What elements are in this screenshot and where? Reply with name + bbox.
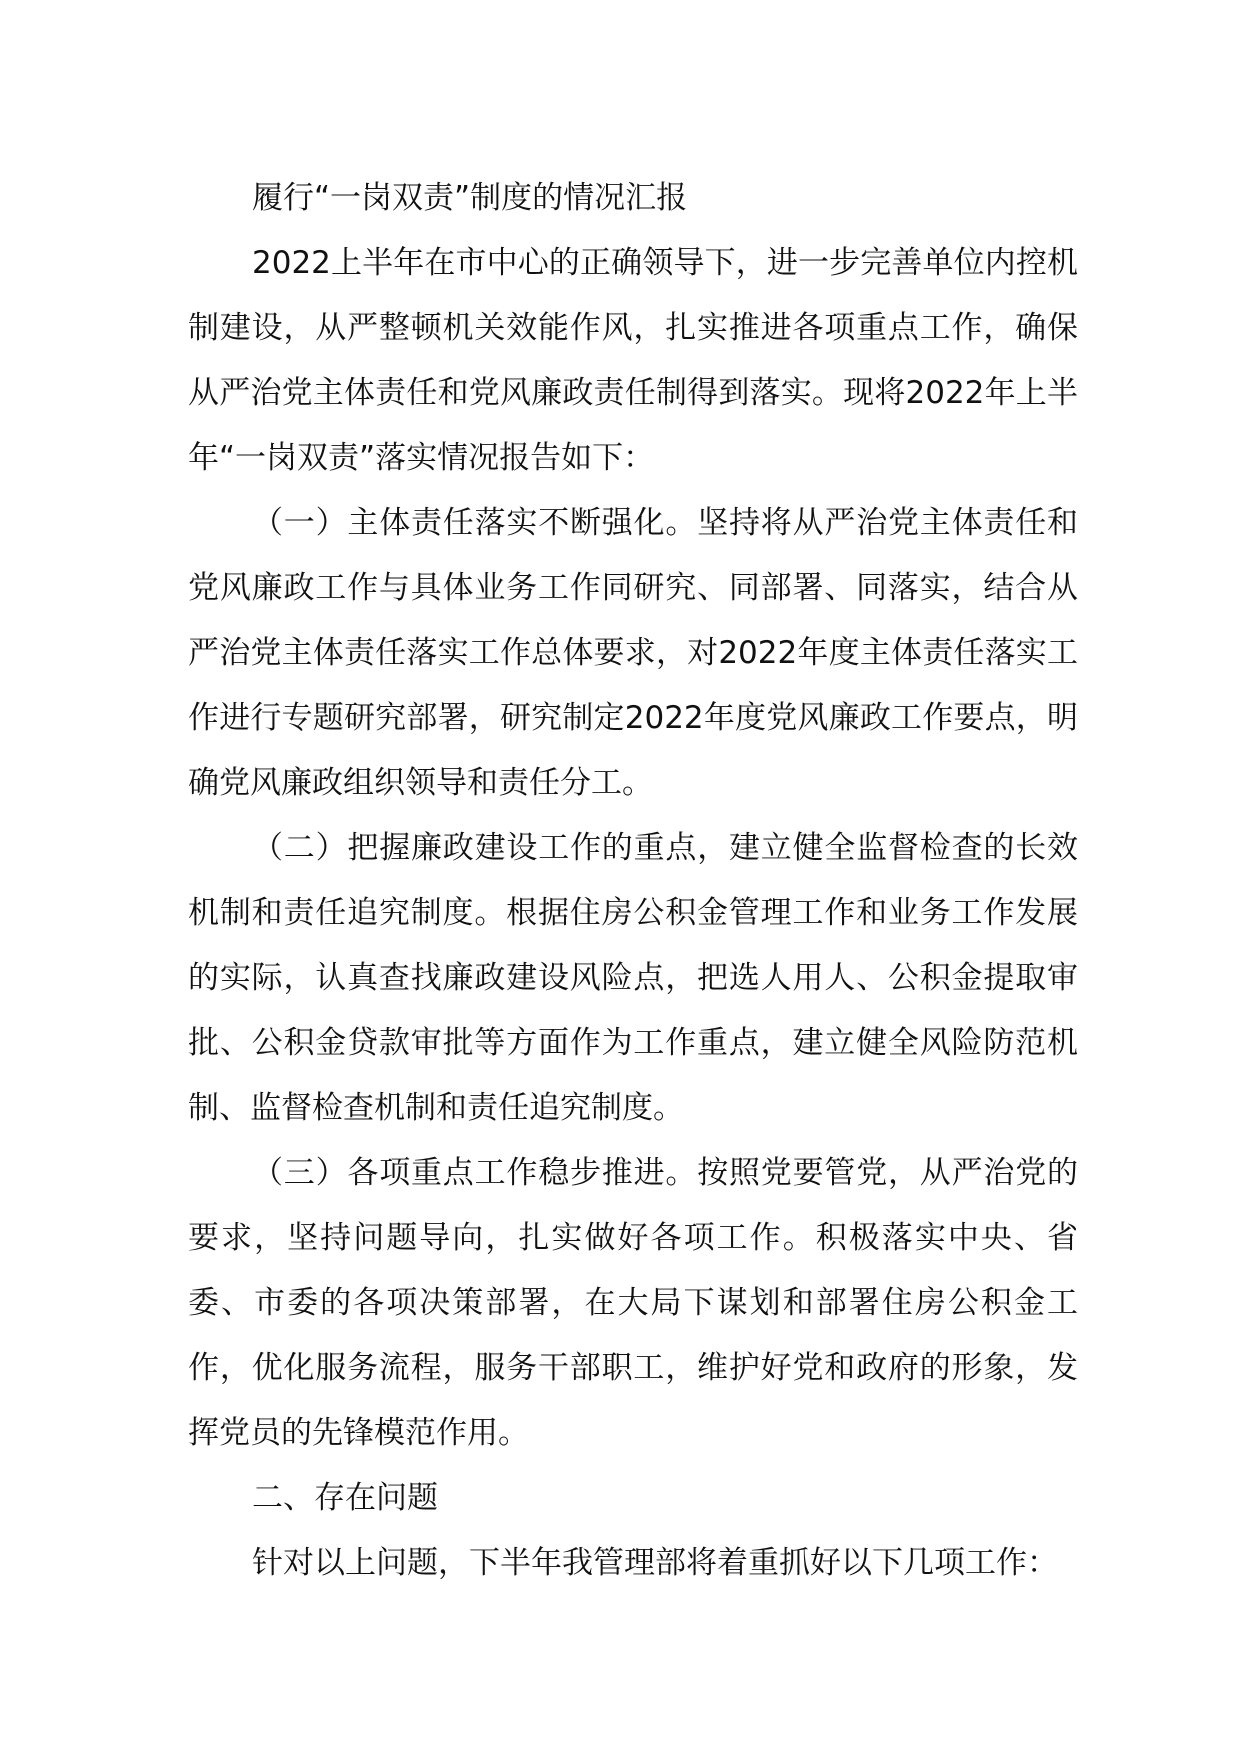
paragraph-next-steps: 针对以上问题，下半年我管理部将着重抓好以下几项工作： bbox=[252, 1545, 1058, 1581]
paragraph-section-1: （一）主体责任落实不断强化。坚持将从严治党主体责任和党风廉政工作与具体业务工作同研究、同部署、同落实，结合从严治党主体责任落实工作总体要求，对2022年度主体责任落实工作进行专题研究部署，研究制定2022年度党风廉政工作要点，明确党风廉政组织领导和责任分工。 bbox=[188, 505, 1078, 801]
paragraph-intro: 2022上半年在市中心的正确领导下，进一步完善单位内控机制建设，从严整顿机关效能作风，扎实推进各项重点工作，确保从严治党主体责任和党风廉政责任制得到落实。现将2022年上半年“一岗双责”落实情况报告如下： bbox=[188, 245, 1078, 476]
paragraph-section-2: （二）把握廉政建设工作的重点，建立健全监督检查的长效机制和责任追究制度。根据住房公积金管理工作和业务工作发展的实际，认真查找廉政建设风险点，把选人用人、公积金提取审批、公积金贷款审批等方面作为工作重点，建立健全风险防范机制、监督检查机制和责任追究制度。 bbox=[188, 830, 1078, 1126]
heading-existing-problems: 二、存在问题 bbox=[252, 1480, 438, 1516]
paragraph-section-3: （三）各项重点工作稳步推进。按照党要管党，从严治党的要求，坚持问题导向，扎实做好各项工作。积极落实中央、省委、市委的各项决策部署，在大局下谋划和部署住房公积金工作，优化服务流程，服务干部职工，维护好党和政府的形象，发挥党员的先锋模范作用。 bbox=[188, 1155, 1078, 1451]
document-title: 履行“一岗双责”制度的情况汇报 bbox=[252, 180, 688, 216]
document-body bbox=[188, 166, 1078, 1596]
